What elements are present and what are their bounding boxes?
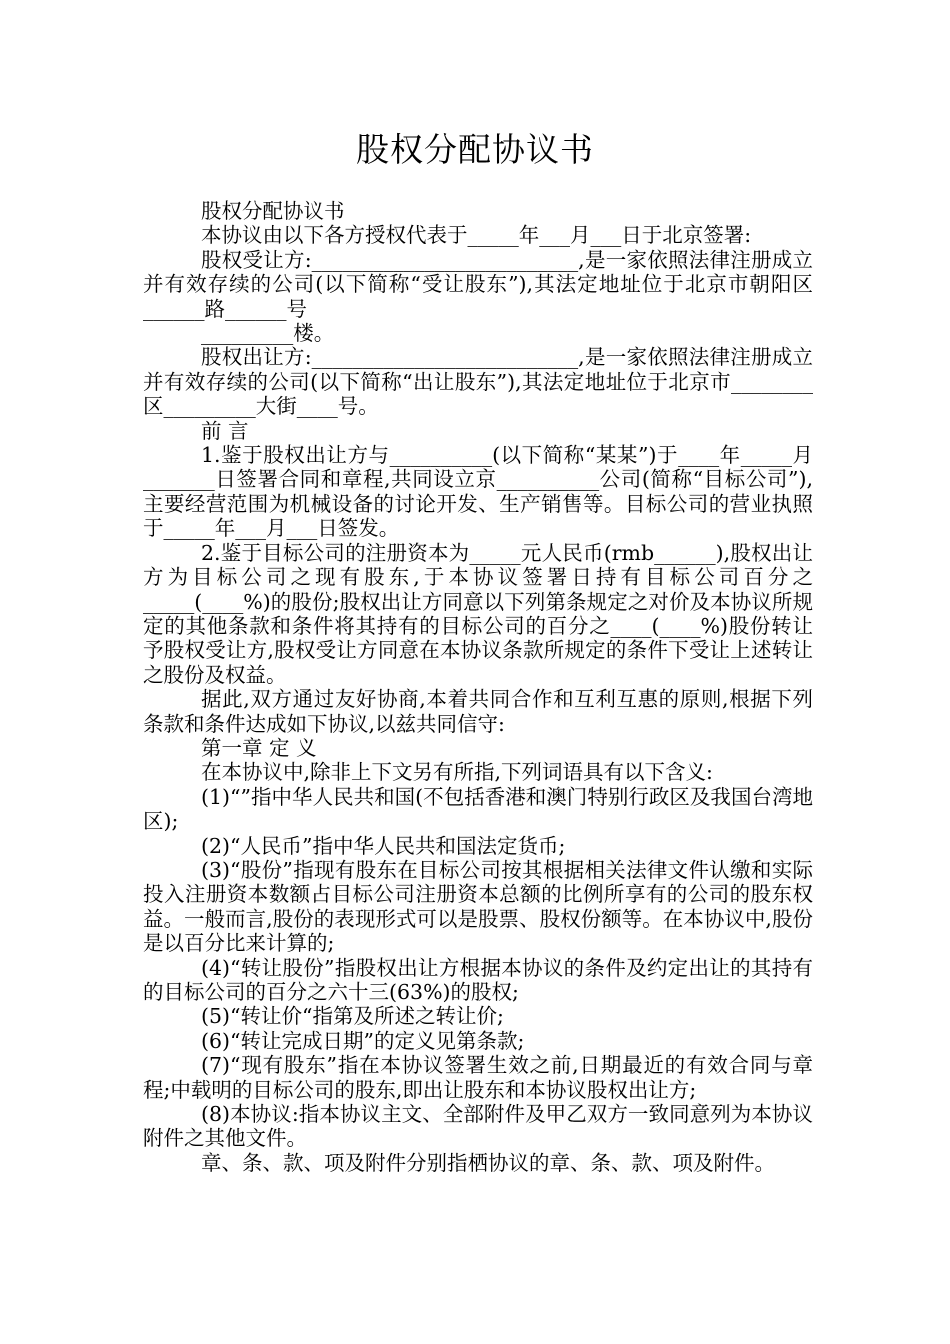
section-preface: 前 言 [201, 418, 249, 443]
definition-item: (8)本协议:指本协议主文、全部附件及甲乙双方一致同意列为本协议附件之其他文件。 [143, 1102, 813, 1151]
paragraph-heading: 股权分配协议书 [201, 199, 345, 223]
definition-item: (6)“转让完成日期”的定义见第条款; [201, 1028, 525, 1053]
definition-item: (3)“股份”指现有股东在目标公司按其根据相关法律文件认缴和实际投入注册资本数额占目标公司注册资本总额的比例所享有的公司的股东权益。一般而言,股份的表现形式可以是股票、股权份额等。在本协议中,股份是以百分比来计算的; [143, 857, 813, 956]
paragraph-transferor: 股权出让方:__________________________,是一家依照法律注册成立并有效存续的公司(以下简称“出让股东”),其法定地址位于北京市________区_________大街____号。 [143, 345, 813, 419]
paragraph-recital-2: 2.鉴于目标公司的注册资本为_____元人民币(rmb______),股权出让方为目标公司之现有股东,于本协议签署日持有目标公司百分之_____(____%)的股份;股权出让方同意以下列第条规定之对价及本协议所规定的其他条款和条件将其持有的目标公司的百分之____(____%)股份转让予股权受让方,股权受让方同意在本协议条款所规定的条件下受让上述转让之股份及权益。 [143, 540, 813, 687]
definition-item: (4)“转让股份”指股权出让方根据本协议的条件及约定出让的其持有的目标公司的百分之六十三(63%)的股权; [143, 955, 813, 1004]
paragraph-references: 章、条、款、项及附件分别指栖协议的章、条、款、项及附件。 [201, 1150, 775, 1175]
document-body [143, 199, 813, 1175]
paragraph-definitions-intro: 在本协议中,除非上下文另有所指,下列词语具有以下含义: [201, 760, 713, 785]
paragraph-agreement: 据此,双方通过友好协商,本着共同合作和互利互惠的原则,根据下列条款和条件达成如下协议,以兹共同信守: [143, 687, 813, 736]
chapter-heading: 第一章 定 义 [201, 735, 317, 760]
paragraph-transferee-building: _________楼。 [201, 321, 335, 346]
document-title: 股权分配协议书 [356, 130, 594, 169]
definition-item: (7)“现有股东”指在本协议签署生效之前,日期最近的有效合同与章程;中载明的目标公司的股东,即出让股东和本协议股权出让方; [143, 1053, 813, 1102]
paragraph-signing: 本协议由以下各方授权代表于_____年___月___日于北京签署: [201, 223, 752, 248]
paragraph-transferee: 股权受让方:__________________________,是一家依照法律注册成立并有效存续的公司(以下简称“受让股东”),其法定地址位于北京市朝阳区______路______号 [143, 247, 813, 321]
definition-item: (1)“”指中华人民共和国(不包括香港和澳门特别行政区及我国台湾地区); [143, 784, 813, 834]
definition-item: (5)“转让价“指第及所述之转让价; [201, 1004, 504, 1029]
paragraph-recital-1: 1.鉴于股权出让方与__________(以下简称“某某”)于____年_____月_______日签署合同和章程,共同设立京__________公司(简称“目标公司”),主要经营范围为机械设备的讨论开发、生产销售等。目标公司的营业执照于_____年___月___日签发。 [143, 443, 813, 541]
definition-item: (2)“人民币”指中华人民共和国法定货币; [201, 833, 566, 858]
